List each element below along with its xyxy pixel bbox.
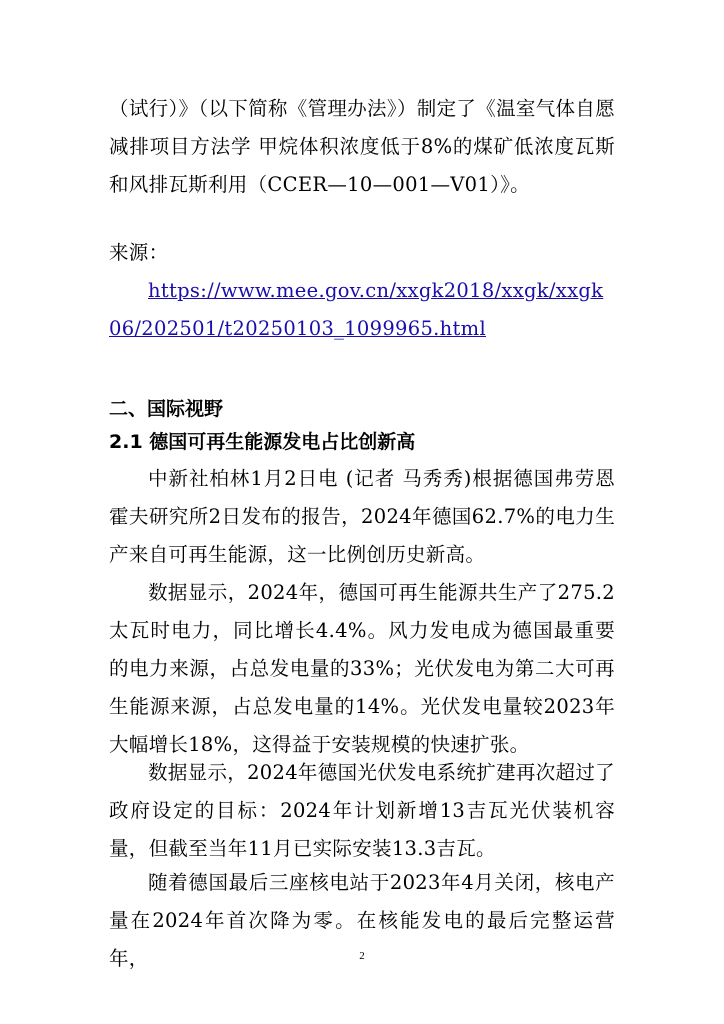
intro-paragraph: （试行）》（以下简称《管理办法》）制定了《温室气体自愿减排项目方法学 甲烷体积浓度低于8%的煤矿低浓度瓦斯和风排瓦斯利用（CCER—10—001—V01）》。 bbox=[109, 97, 615, 196]
page-number: 2 bbox=[359, 950, 365, 962]
body-paragraph: 数据显示，2024年，德国可再生能源共生产了275.2太瓦时电力，同比增长4.4%。风力发电成为德国最重要的电力来源，占总发电量的33%；光伏发电为第二大可再生能源来源，占总发电量的14%。光伏发电量较2023年大幅增长18%，这得益于安装规模的快速扩张。 bbox=[109, 581, 615, 756]
section-heading: 二、国际视野 bbox=[109, 398, 224, 420]
body-paragraph: 数据显示，2024年德国光伏发电系统扩建再次超过了政府设定的目标：2024年计划新增13吉瓦光伏装机容量，但截至当年11月已实际安装13.3吉瓦。 bbox=[109, 761, 615, 860]
body-paragraph: 随着德国最后三座核电站于2023年4月关闭，核电产量在2024年首次降为零。在核能发电的最后完整运营年， bbox=[109, 871, 615, 970]
source-label: 来源： bbox=[109, 241, 169, 264]
source-link-paragraph bbox=[109, 272, 615, 348]
source-link[interactable]: https://www.mee.gov.cn/xxgk2018/xxgk/xxgk06/202501/t20250103_1099965.html bbox=[109, 279, 604, 340]
body-paragraph: 中新社柏林1月2日电 (记者 马秀秀)根据德国弗劳恩霍夫研究所2日发布的报告，2024年德国62.7%的电力生产来自可再生能源，这一比例创历史新高。 bbox=[109, 467, 615, 566]
subsection-heading: 2.1 德国可再生能源发电占比创新高 bbox=[109, 431, 416, 453]
